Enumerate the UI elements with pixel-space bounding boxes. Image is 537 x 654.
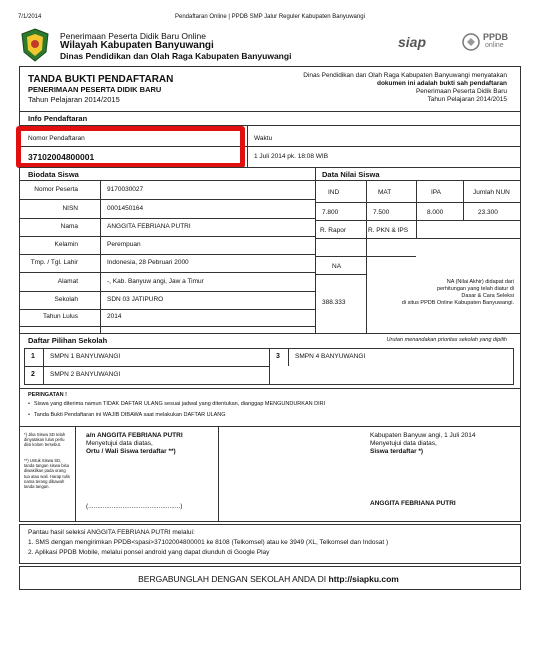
biodata-label: Kelamin (54, 241, 78, 248)
ortu-agree: Menyetujui data diatas, (86, 440, 153, 447)
footnote-2: **) Untuk Siswa SD, tanda tangan siswa bisa diwakilkan pada orang tua atau wali. Harap tulis nama terang dibawah tanda tangan. (24, 458, 70, 490)
nilai-table (316, 181, 520, 333)
biodata-row-divider (19, 291, 315, 292)
pkn-label: R. PKN & IPS (368, 227, 409, 234)
pilihan-3-name: SMPN 4 BANYUWANGI (295, 353, 366, 360)
nilai-header-ind: IND (328, 189, 340, 196)
siap-logo: siap (398, 34, 427, 50)
biodata-column-divider (100, 180, 101, 333)
ppdb-logo-sub: online (485, 42, 504, 49)
biodata-row-divider (19, 309, 315, 310)
print-title: Pendaftaran Online | PPDB SMP Jalur Reguler Kabupaten Banyuwangi (175, 14, 365, 20)
pilihan-note: Urutan menandakan prioritas sekolah yang dipilih (386, 337, 507, 343)
biodata-label: Nama (60, 223, 78, 230)
biodata-row-divider (19, 199, 315, 200)
pilihan-1-name: SMPN 1 BANYUWANGI (50, 353, 121, 360)
pilihan-section-title: Daftar Pilihan Sekolah (28, 336, 108, 345)
na-note-2: perhitungan yang telah diatur di (436, 286, 514, 292)
doc-statement-3: Penerimaan Peserta Didik Baru (415, 88, 507, 95)
biodata-value: Perempuan (107, 241, 141, 248)
biodata-value: SDN 03 JATIPURO (107, 296, 164, 303)
ppdb-logo-icon (462, 33, 480, 51)
siswa-label: Siswa terdaftar *) (370, 448, 424, 455)
print-date: 7/1/2014 (18, 14, 42, 20)
biodata-label: Tmp. / Tgl. Lahir (30, 259, 78, 266)
biodata-section-title: Biodata Siswa (28, 170, 79, 179)
biodata-row-divider (19, 326, 315, 327)
biodata-label: Sekolah (54, 296, 78, 303)
doc-subtitle: PENERIMAAN PESERTA DIDIK BARU (28, 85, 162, 94)
nilai-header-jumlah: Jumlah NUN (473, 189, 510, 196)
rapor-label: R. Rapor (320, 227, 347, 234)
biodata-label: Nomor Peserta (34, 186, 78, 193)
biodata-row-divider (19, 218, 315, 219)
pilihan-3-no: 3 (276, 353, 280, 360)
peringatan-item-1: Siswa yang diterima namun TIDAK DAFTAR ULANG sesuai jadwal yang ditentukan, dianggap MENGUNDURKAN DIRI (34, 401, 326, 407)
doc-statement-4: Tahun Pelajaran 2014/2015 (427, 96, 507, 103)
ortu-signature-blank: (...................................................) (86, 503, 183, 510)
highlight-box (16, 126, 245, 168)
biodata-value: 0001450164 (107, 205, 144, 212)
info-section-title: Info Pendaftaran (28, 114, 88, 123)
bullet-icon: • (28, 412, 30, 418)
pilihan-2-name: SMPN 2 BANYUWANGI (50, 371, 121, 378)
pantau-line-3: 2. Aplikasi PPDB Mobile, melalui ponsel android yang dapat diunduh di Google Play (28, 549, 270, 556)
waktu-value: 1 Juli 2014 pk. 18:08 WIB (254, 153, 329, 160)
waktu-label: Waktu (254, 135, 273, 142)
biodata-label: Tahun Lulus (42, 313, 78, 320)
footer-link[interactable]: http://siapku.com (328, 574, 399, 584)
footnote-1: *) Jika Siswa SD telah dinyatakan lulus perlu diisi kolom tersebut. (24, 432, 66, 448)
nilai-header-ipa: IPA (431, 189, 441, 196)
siswa-agree: Menyetujui data diatas, (370, 440, 437, 447)
doc-statement-2: dokumen ini adalah bukti sah pendaftaran (376, 80, 507, 87)
pantau-line-1: Pantau hasil seleksi ANGGITA FEBRIANA PUTRI melalui: (28, 529, 195, 536)
biodata-label: Alamat (57, 278, 78, 285)
header-line3: Dinas Pendidikan dan Olah Raga Kabupaten Banyuwangi (60, 51, 292, 61)
siswa-name: ANGGITA FEBRIANA PUTRI (370, 500, 456, 507)
pilihan-2-no: 2 (31, 371, 35, 378)
biodata-label: NISN (62, 205, 78, 212)
ppdb-logo-text: PPDB (483, 32, 509, 42)
biodata-row-divider (19, 236, 315, 237)
footer-text: BERGABUNGLAH DENGAN SEKOLAH ANDA DI (138, 574, 327, 584)
peringatan-item-2: Tanda Bukti Pendaftaran ini WAJIB DIBAWA saat melakukan DAFTAR ULANG (34, 412, 226, 418)
doc-statement-1: Dinas Pendidikan dan Olah Raga Kabupaten Banyuwangi menyatakan (303, 72, 507, 79)
nilai-mat: 7.500 (373, 209, 390, 216)
pilihan-1-no: 1 (31, 353, 35, 360)
ortu-name: a/n ANGGITA FEBRIANA PUTRI (86, 432, 183, 439)
biodata-row-divider (19, 272, 315, 273)
nilai-ind: 7.800 (322, 209, 339, 216)
bullet-icon: • (28, 401, 30, 407)
biodata-value: 9170030027 (107, 186, 144, 193)
header-line2: Wilayah Kabupaten Banyuwangi (60, 40, 214, 51)
nilai-section-title: Data Nilai Siswa (322, 170, 380, 179)
na-note-3: Dasar & Cara Seleksi (461, 293, 514, 299)
biodata-value: -, Kab. Banyuw angi, Jaw a Timur (107, 278, 204, 285)
pantau-line-2: 1. SMS dengan mengirimkan PPDB<spasi>37102004800001 ke 8108 (Telkomsel) atau ke 3949 (XL, Telkomsel dan Indosat ) (28, 539, 389, 546)
biodata-value: 2014 (107, 313, 122, 320)
biodata-value: Indonesia, 28 Pebruari 2000 (107, 259, 189, 266)
na-label: NA (332, 263, 342, 270)
nomor-value: 37102004800001 (28, 152, 95, 162)
nomor-label: Nomor Pendaftaran (28, 135, 85, 142)
sign-place-date: Kabupaten Banyuw angi, 1 Juli 2014 (370, 432, 476, 439)
na-note-4: di situs PPDB Online Kabupaten Banyuwangi. (401, 300, 514, 306)
biodata-row-divider (19, 254, 315, 255)
header-line1: Penerimaan Peserta Didik Baru Online (60, 31, 206, 41)
na-value: 388.333 (322, 299, 346, 306)
na-note-1: NA (Nilai Akhir) didapat dari (446, 279, 514, 285)
biodata-value: ANGGITA FEBRIANA PUTRI (107, 223, 191, 230)
nilai-header-mat: MAT (378, 189, 392, 196)
doc-year: Tahun Pelajaran 2014/2015 (28, 95, 120, 104)
nilai-jumlah: 23.300 (478, 209, 498, 216)
peringatan-title: PERINGATAN ! (28, 392, 67, 398)
nilai-ipa: 8.000 (427, 209, 444, 216)
doc-title: TANDA BUKTI PENDAFTARAN (28, 74, 174, 85)
banyuwangi-logo-icon (20, 28, 50, 62)
footer (0, 574, 537, 584)
ortu-label: Ortu / Wali Siswa terdaftar **) (86, 448, 176, 455)
